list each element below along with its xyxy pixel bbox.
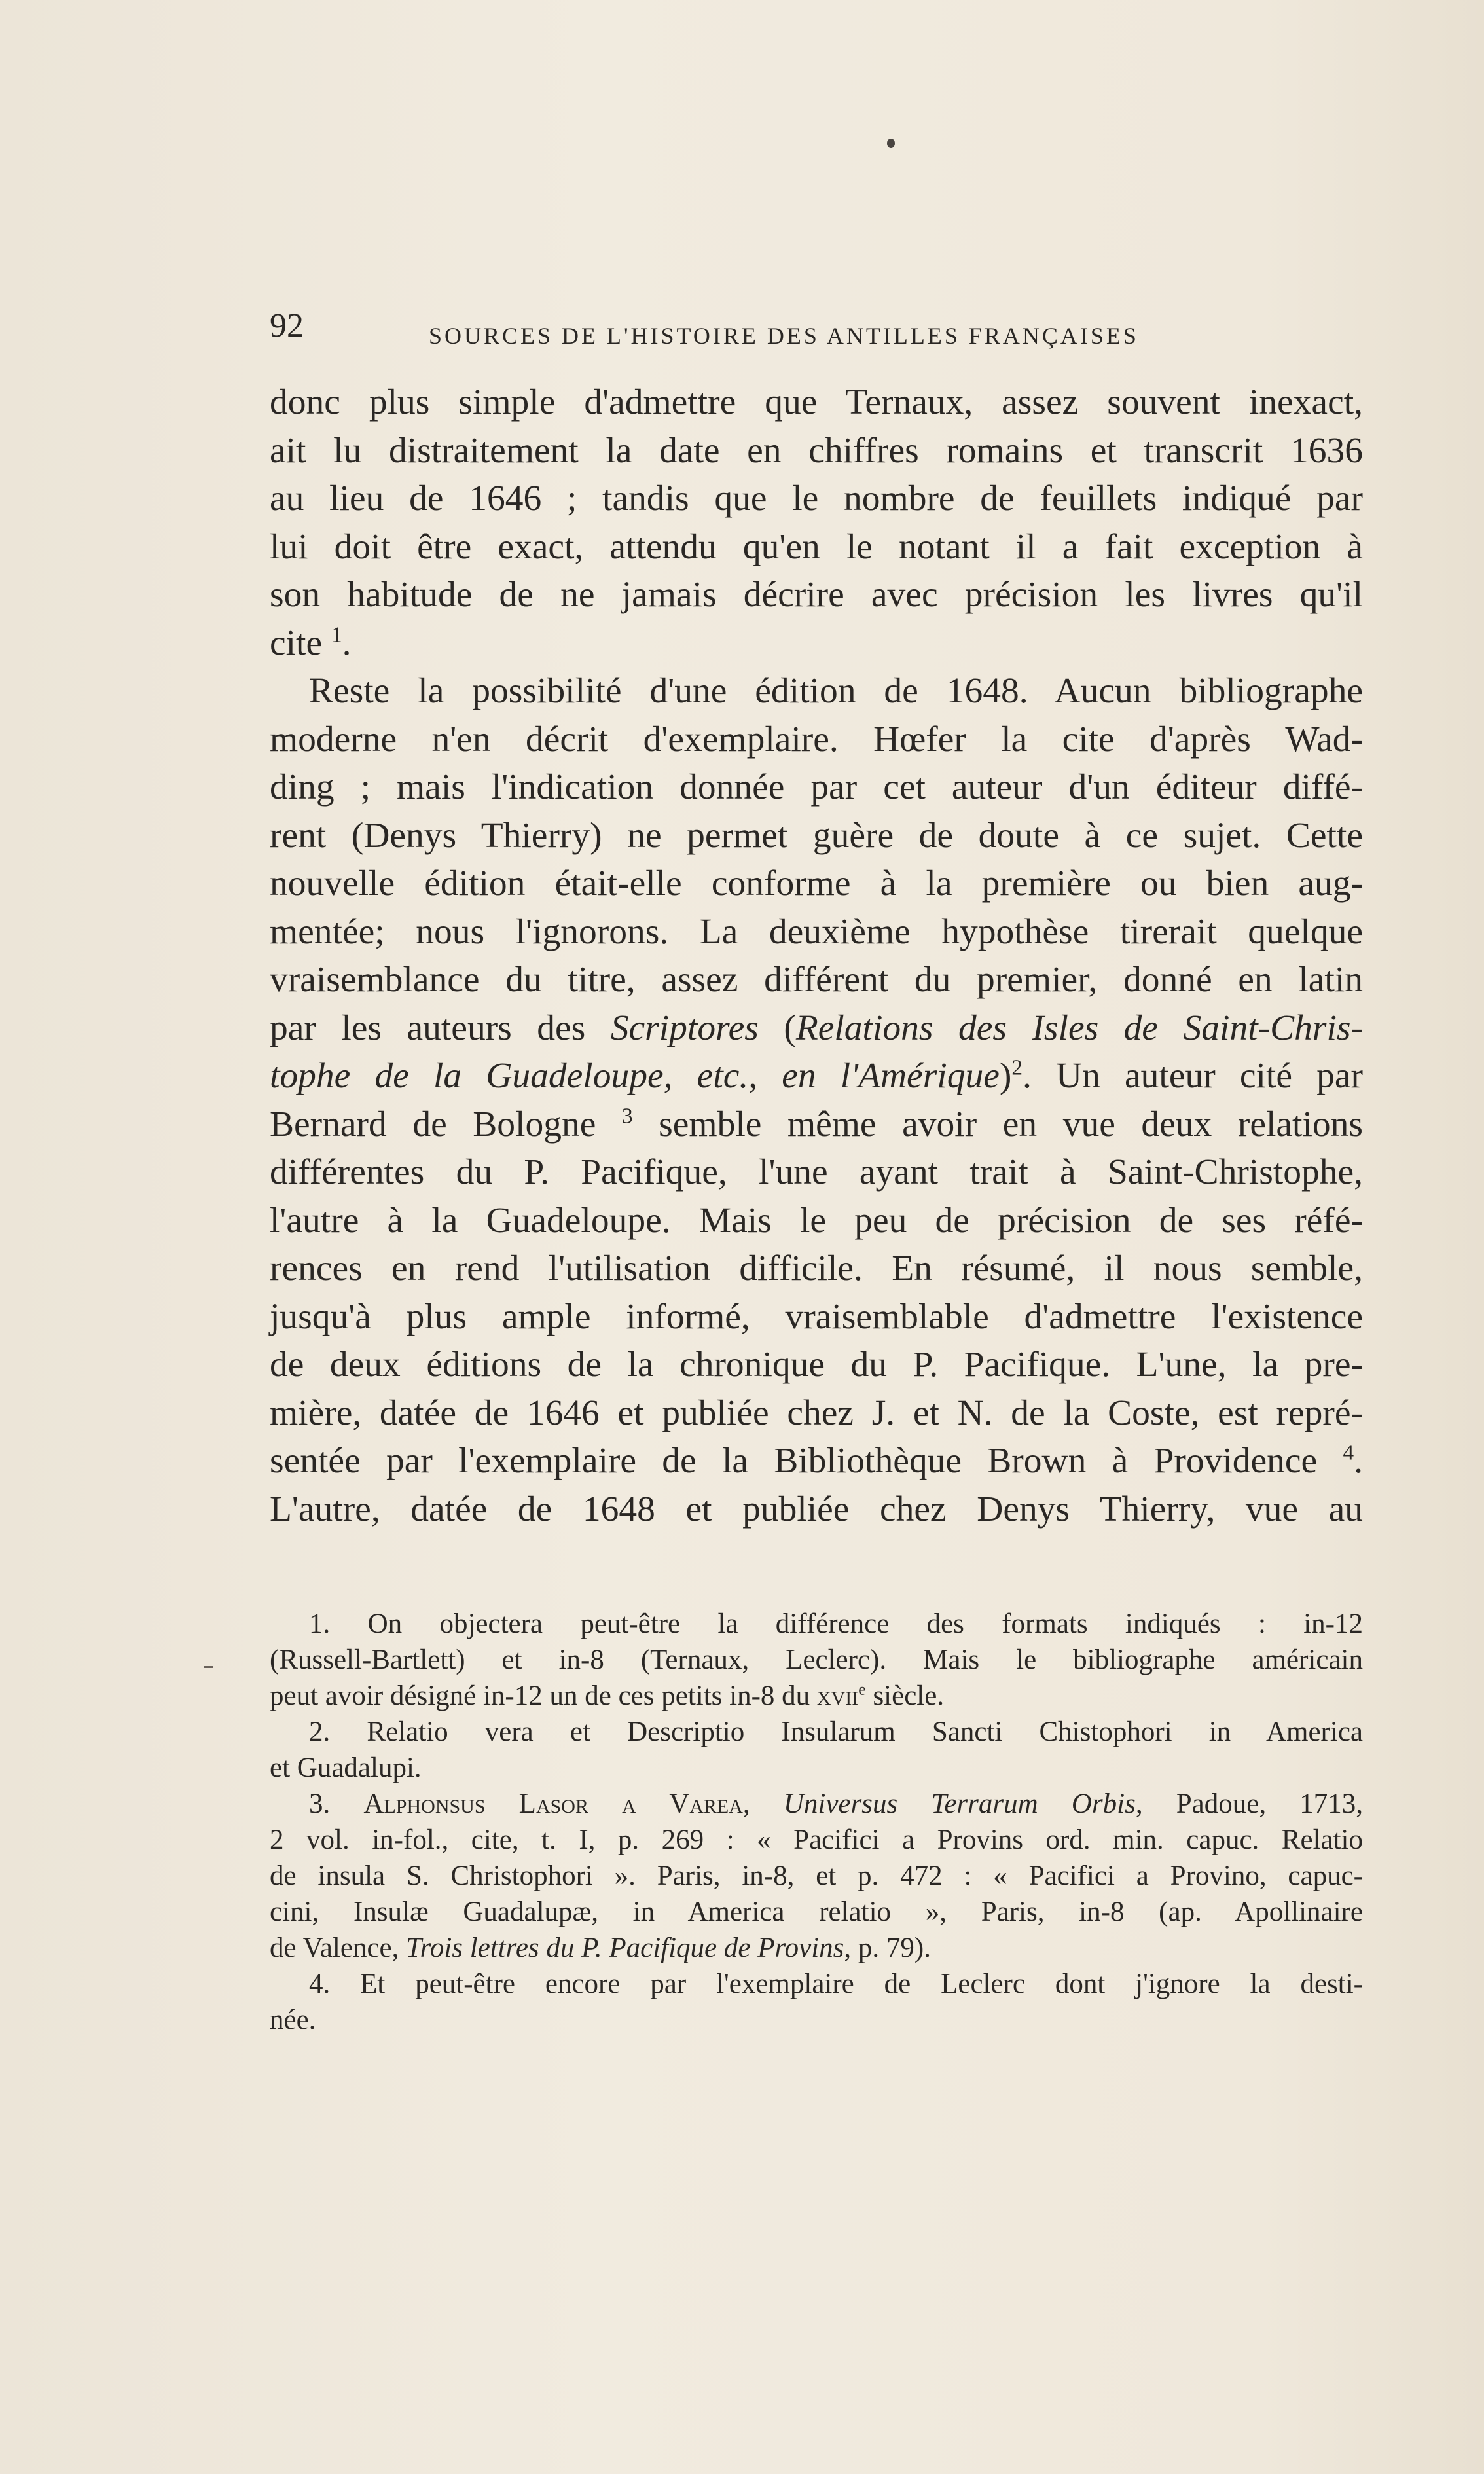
body-line: différentes du P. Pacifique, l'une ayant trait à Saint-Christophe, — [270, 1152, 1363, 1192]
note-text-span: 3. — [309, 1789, 364, 1819]
body-line: ait lu distraitement la date en chiffres romains et transcrit 1636 — [270, 430, 1363, 471]
footnote-line: 1. On objectera peut-être la différence des formats indiqués : in-12 — [309, 1609, 1363, 1639]
ink-dot — [887, 139, 895, 148]
body-line: de deux éditions de la chronique du P. Pacifique. L'une, la pre- — [270, 1345, 1363, 1385]
body-line — [270, 1101, 1363, 1149]
body-line: Reste la possibilité d'une édition de 1648. Aucun bibliographe — [309, 671, 1363, 711]
note-text-span: peut avoir désigné in-12 un de ces petits in-8 du — [270, 1681, 817, 1711]
footnote-ref: 3 — [621, 1104, 633, 1128]
page-number: 92 — [270, 307, 304, 344]
footnote-line: née. — [270, 2005, 316, 2035]
body-text-span: ) — [999, 1056, 1012, 1096]
italic-title: Relations des Isles de Saint-Chris- — [795, 1008, 1363, 1048]
body-text-span: . Un auteur cité par — [1022, 1056, 1363, 1096]
italic-title: Trois lettres du P. Pacifique de Provins — [406, 1933, 844, 1963]
body-line: lui doit être exact, attendu qu'en le notant il a fait exception à — [270, 526, 1363, 567]
margin-mark — [204, 1666, 213, 1668]
body-text-span: par les auteurs des — [270, 1008, 611, 1048]
footnote-line — [270, 1786, 1363, 1822]
body-text-span: . — [1354, 1441, 1363, 1481]
italic-title: Universus Terrarum Orbis — [783, 1789, 1136, 1819]
body-line: son habitude de ne jamais décrire avec précision les livres qu'il — [270, 575, 1363, 615]
body-line: au lieu de 1646 ; tandis que le nombre de feuillets indiqué par — [270, 479, 1363, 518]
footnote-line: 2. Relatio vera et Descriptio Insularum Sancti Chistophori in America — [309, 1717, 1363, 1747]
body-line: jusqu'à plus ample informé, vraisemblable d'admettre l'existence — [270, 1296, 1363, 1337]
body-line: vraisemblance du titre, assez différent du premier, donné en latin — [270, 960, 1363, 1000]
body-text-span: sentée par l'exemplaire de la Bibliothèque Brown à Providence — [270, 1441, 1343, 1481]
footnote-line: 2 vol. in-fol., cite, t. I, p. 269 : « Pacifici a Provins ord. min. capuc. Relatio — [270, 1825, 1363, 1855]
body-line — [270, 1052, 1363, 1101]
body-text-span: Bernard de Bologne — [270, 1104, 622, 1144]
italic-title: Scriptores — [610, 1008, 759, 1048]
footnote-line: de insula S. Christophori ». Paris, in-8, et p. 472 : « Pacifici a Provino, capuc- — [270, 1861, 1363, 1891]
footnote-ref: 4 — [1343, 1440, 1354, 1465]
body-line: mière, datée de 1646 et publiée chez J. et N. de la Coste, est repré- — [270, 1392, 1363, 1433]
body-line: rent (Denys Thierry) ne permet guère de doute à ce sujet. Cette — [270, 815, 1363, 856]
note-text-span: , — [742, 1789, 784, 1819]
footnote-ref: 2 — [1011, 1055, 1023, 1080]
superscript: e — [858, 1679, 866, 1699]
body-line: nouvelle édition était-elle conforme à la première ou bien aug- — [270, 864, 1363, 903]
author-name: Alphonsus Lasor a Varea — [363, 1789, 743, 1819]
body-line — [270, 1004, 1363, 1053]
footnote-line — [270, 1930, 1363, 1966]
century-numeral: xvii — [816, 1681, 859, 1711]
running-head: SOURCES DE L'HISTOIRE DES ANTILLES FRANÇAISES — [429, 323, 1139, 349]
body-text-span: semble même avoir en vue deux relations — [632, 1104, 1363, 1144]
body-line: L'autre, datée de 1648 et publiée chez Denys Thierry, vue au — [270, 1489, 1363, 1529]
body-line: donc plus simple d'admettre que Ternaux, assez souvent inexact, — [270, 382, 1363, 422]
footnote-line: cini, Insulæ Guadalupæ, in America relatio », Paris, in-8 (ap. Apollinaire — [270, 1897, 1363, 1927]
body-line: ding ; mais l'indication donnée par cet auteur d'un éditeur diffé- — [270, 767, 1363, 807]
footnote-line: (Russell-Bartlett) et in-8 (Ternaux, Leclerc). Mais le bibliographe américain — [270, 1645, 1363, 1675]
body-line — [270, 1437, 1363, 1485]
body-text-span: ( — [758, 1008, 796, 1048]
body-line: moderne n'en décrit d'exemplaire. Hœfer la cite d'après Wad- — [270, 719, 1363, 759]
body-line: rences en rend l'utilisation difficile. En résumé, il nous semble, — [270, 1248, 1363, 1288]
footnote-line: et Guadalupi. — [270, 1753, 422, 1783]
body-line: mentée; nous l'ignorons. La deuxième hypothèse tirerait quelque — [270, 911, 1363, 952]
footnote-line — [270, 1678, 1363, 1714]
note-text-span: siècle. — [865, 1681, 945, 1711]
body-text-span: cite — [270, 623, 323, 663]
italic-title: tophe de la Guadeloupe, etc., en l'Amérique — [270, 1056, 1000, 1096]
footnote-line: 4. Et peut-être encore par l'exemplaire de Leclerc dont j'ignore la desti- — [309, 1969, 1363, 1999]
note-text-span: , p. 79). — [844, 1933, 931, 1963]
note-text-span: , Padoue, 1713, — [1135, 1789, 1363, 1819]
footnotes — [270, 1606, 1363, 2038]
footnote-ref: 1 — [331, 623, 342, 647]
body-line: cite $^1$. — [270, 623, 352, 663]
note-text-span: de Valence, — [270, 1933, 407, 1963]
body-text — [270, 378, 1363, 1533]
body-line: l'autre à la Guadeloupe. Mais le peu de précision de ses réfé- — [270, 1200, 1363, 1241]
